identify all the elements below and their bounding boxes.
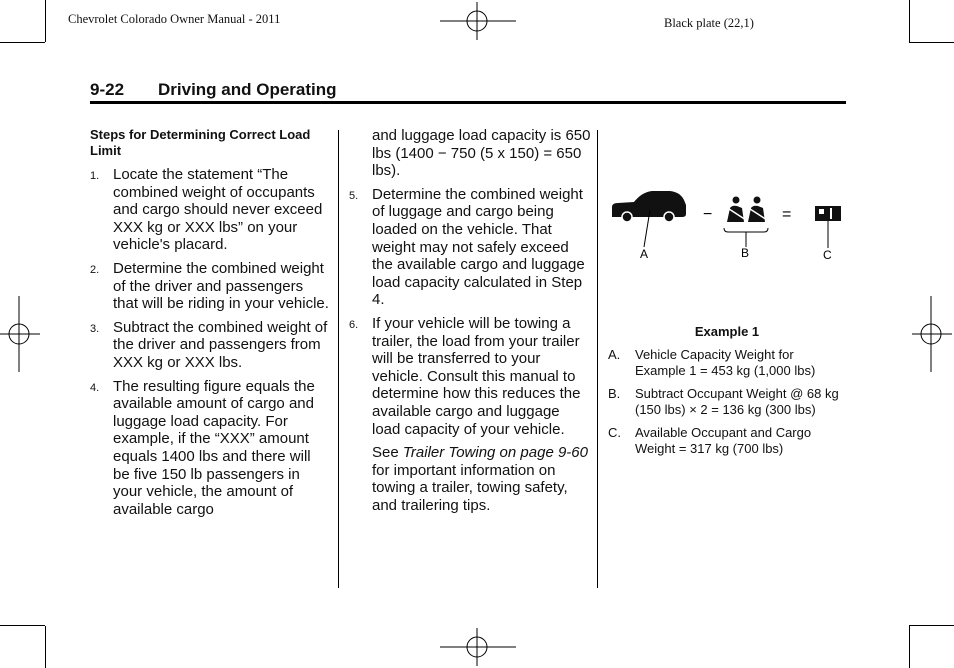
figure-label-b: B [741,246,750,260]
column-divider [597,130,598,588]
caption-text: Vehicle Capacity Weight for Example 1 = 453 kg (1,000 lbs) [635,347,816,378]
crop-mark [45,626,46,668]
step-number: 1. [90,170,100,182]
caption-letter: B. [608,386,621,401]
equals-sign: = [782,206,792,223]
column-2 [349,127,591,514]
example-title: Example 1 [694,324,760,339]
step-number: 4. [90,381,100,394]
crop-mark [0,625,45,626]
minus-sign: − [703,206,713,223]
step-number: 2. [90,263,100,276]
occupant-icon [726,197,767,223]
caption-item [608,425,846,457]
step-item [349,186,591,309]
page-number: 9-22 [90,80,125,99]
see-prefix: See [372,444,403,462]
load-capacity-figure [606,186,846,266]
caption-item [608,386,846,418]
step-item [90,260,330,313]
registration-mark-left [0,296,40,372]
step-item [90,166,330,254]
registration-mark-bottom [440,628,516,666]
caption-item [608,347,846,379]
caption-text: Subtract Occupant Weight @ 68 kg (150 lbs) × 2 = 136 kg (300 lbs) [635,386,839,417]
column-3 [608,324,846,457]
plate-label: Black plate (22,1) [664,16,754,30]
cross-reference-link[interactable]: Trailer Towing on page 9-60 [402,444,588,462]
caption-text: Available Occupant and Cargo Weight = 317 kg (700 lbs) [635,425,812,456]
caption-letter: A. [608,347,621,362]
crop-mark [45,0,46,42]
step-text: Determine the combined weight of the driver and passengers that will be riding in your vehicle. [113,259,329,313]
step-number: 3. [90,322,100,335]
crop-mark [909,625,954,626]
figure-label-a: A [640,247,649,261]
heading-rule [90,101,846,104]
crop-mark [909,42,954,43]
see-reference [349,444,591,514]
registration-mark-top [440,2,516,40]
manual-title: Chevrolet Colorado Owner Manual - 2011 [68,12,281,26]
step-text: Locate the statement “The combined weight of occupants and cargo should never exceed XXX kg or XXX lbs” on your vehicle's placard. [113,166,323,254]
crop-mark [909,0,910,42]
section-heading [90,80,337,100]
column-divider [338,130,339,588]
section-title: Driving and Operating [158,80,337,99]
column-1 [90,127,330,518]
registration-mark-right [912,296,952,372]
step-text: Subtract the combined weight of the driver and passengers from XXX kg or XXX lbs. [113,318,328,371]
step-number: 6. [349,318,359,331]
step-item [349,315,591,438]
continuation-text: and luggage load capacity is 650 lbs (1400 − 750 (5 x 150) = 650 lbs). [372,127,591,180]
step-item [90,378,330,519]
cargo-icon [815,206,841,221]
step-text: The resulting figure equals the available amount of cargo and luggage load capacity. For example, if the “XXX” amount equals 1400 lbs and there will be five 150 lb passengers in your vehicle, the amount of available cargo [113,377,315,518]
step-text: Determine the combined weight of luggage and cargo being loaded on the vehicle. That weight may not safely exceed the available cargo and luggage load capacity calculated in Step 4. [372,185,585,309]
crop-mark [909,626,910,668]
step-text: If your vehicle will be towing a trailer, the load from your trailer will be transferred to your vehicle. Consult this manual to determine how this reduces the available cargo and luggage load capacity of your vehicle. [372,314,581,438]
figure-label-c: C [823,248,832,262]
subheading: Steps for Determining Correct Load Limit [90,127,311,158]
caption-letter: C. [608,425,621,440]
see-suffix: for important information on towing a trailer, towing safety, and trailering tips. [372,461,568,514]
crop-mark [0,42,45,43]
step-number: 5. [349,189,359,202]
step-item [90,319,330,372]
